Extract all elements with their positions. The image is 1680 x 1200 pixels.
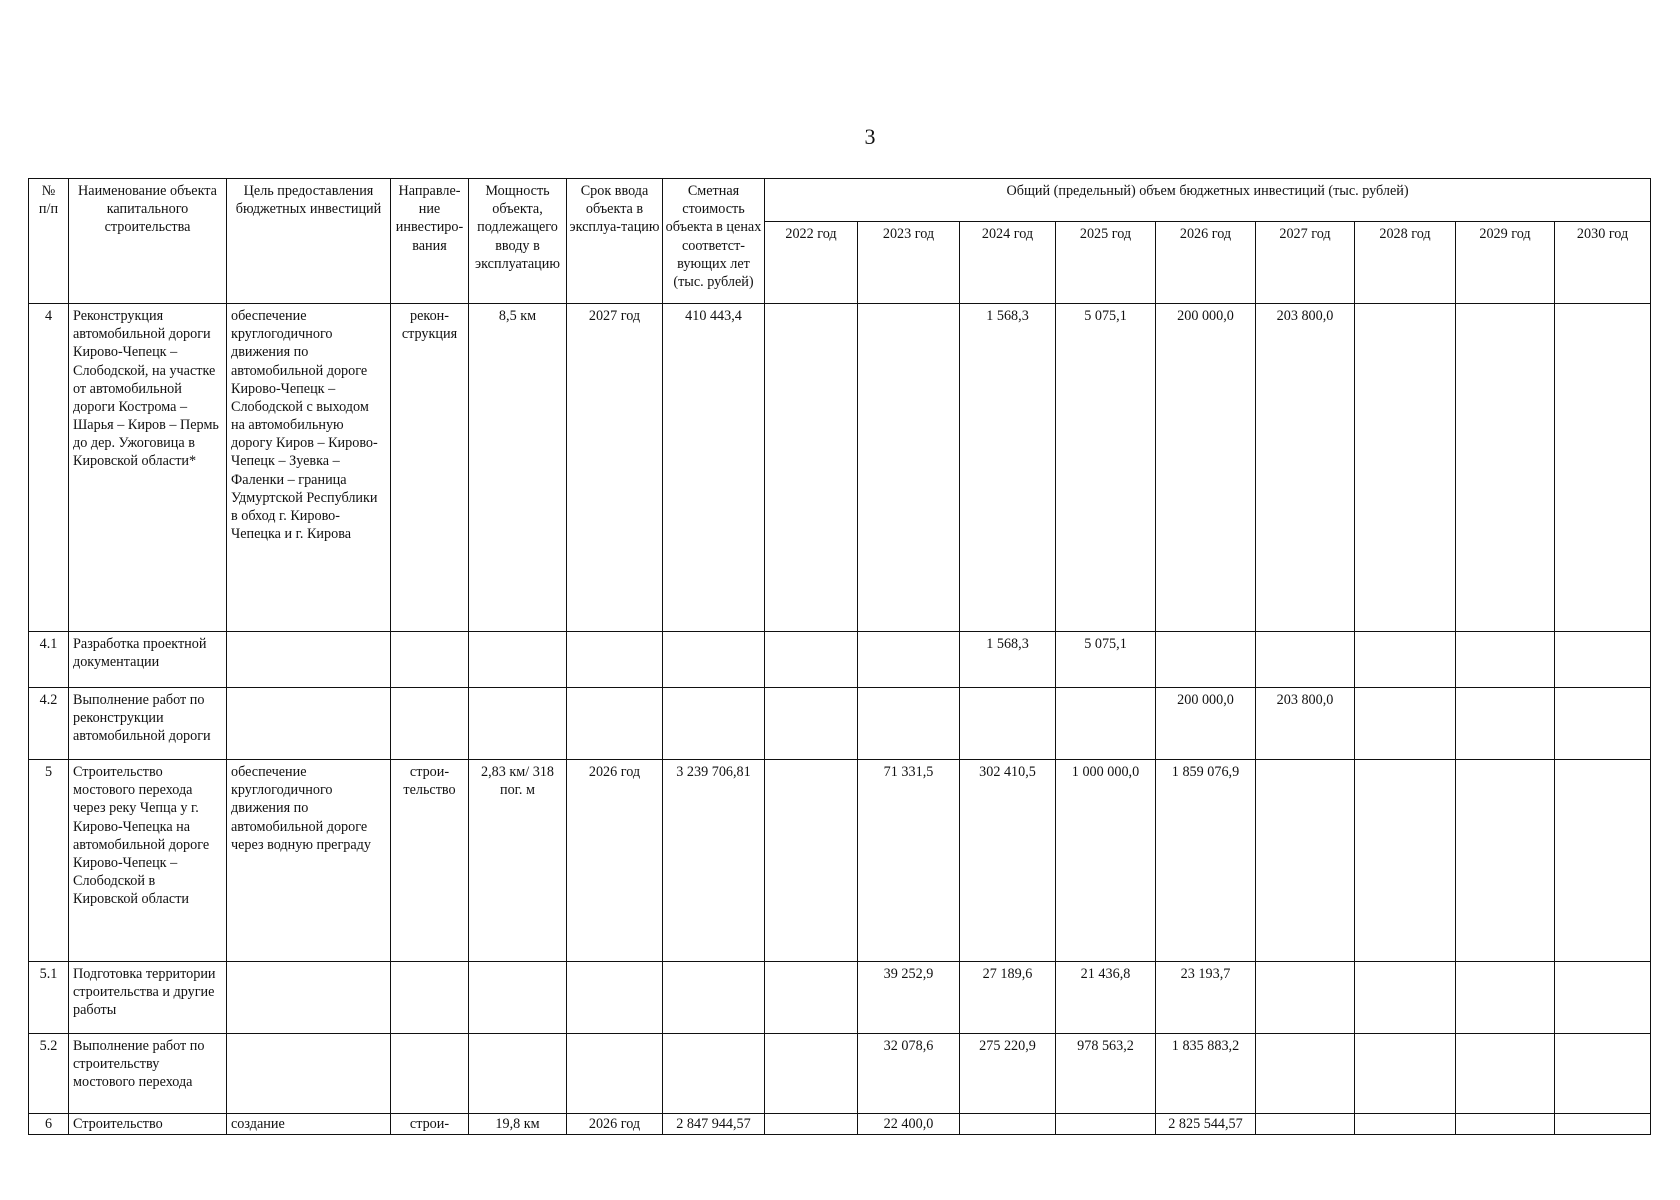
commissioning-term: 2026 год [567,1114,663,1135]
investment-direction: рекон-струкция [391,304,469,632]
year-amount: 39 252,9 [858,962,960,1034]
commissioning-term [567,962,663,1034]
header-total-investment: Общий (предельный) объем бюджетных инвестиций (тыс. рублей) [765,179,1651,222]
year-amount [1056,688,1156,760]
year-amount [960,1114,1056,1135]
year-amount [1355,1034,1456,1114]
year-amount [765,304,858,632]
header-year: 2030 год [1555,222,1651,304]
object-name: Выполнение работ по реконструкции автомобильной дороги [69,688,227,760]
investment-direction: строи-тельство [391,760,469,962]
header-capacity: Мощность объекта, подлежащего вводу в эксплуатацию [469,179,567,304]
object-capacity: 19,8 км [469,1114,567,1135]
object-name: Реконструкция автомобильной дороги Кирово-Чепецк – Слободской, на участке от автомобильной дороги Кострома – Шарья – Киров – Пермь до дер. Ужоговица в Кировской области* [69,304,227,632]
object-name: Строительство мостового перехода через реку Чепца у г. Кирово-Чепецка на автомобильной дороге Кирово-Чепецк – Слободской в Кировской области [69,760,227,962]
object-capacity [469,632,567,688]
year-amount: 1 568,3 [960,304,1056,632]
year-amount [1355,760,1456,962]
year-amount [1456,1114,1555,1135]
header-term: Срок ввода объекта в эксплуа-тацию [567,179,663,304]
estimated-cost: 410 443,4 [663,304,765,632]
year-amount: 27 189,6 [960,962,1056,1034]
year-amount [1555,688,1651,760]
investment-goal [227,962,391,1034]
year-amount [1555,760,1651,962]
header-year: 2024 год [960,222,1056,304]
table-body [29,179,1651,1135]
year-amount: 1 000 000,0 [1056,760,1156,962]
year-amount [1056,1114,1156,1135]
year-amount [1555,304,1651,632]
year-amount: 1 568,3 [960,632,1056,688]
investment-direction [391,962,469,1034]
row-number: 4.2 [29,688,69,760]
object-capacity [469,688,567,760]
table-row [29,688,1651,760]
estimated-cost: 2 847 944,57 [663,1114,765,1135]
year-amount: 1 835 883,2 [1156,1034,1256,1114]
commissioning-term [567,632,663,688]
year-amount [1355,304,1456,632]
estimated-cost [663,632,765,688]
header-direction: Направле-ние инвестиро-вания [391,179,469,304]
year-amount [960,688,1056,760]
year-amount [1256,1034,1355,1114]
year-amount [1456,962,1555,1034]
investment-goal: создание [227,1114,391,1135]
commissioning-term [567,688,663,760]
investment-goal [227,1034,391,1114]
object-name: Строительство [69,1114,227,1135]
year-amount [858,632,960,688]
investment-goal [227,688,391,760]
object-capacity: 8,5 км [469,304,567,632]
investment-direction [391,632,469,688]
row-number: 6 [29,1114,69,1135]
estimated-cost [663,1034,765,1114]
table-row [29,760,1651,962]
commissioning-term: 2026 год [567,760,663,962]
year-amount [1456,688,1555,760]
year-amount [1256,760,1355,962]
investment-direction [391,1034,469,1114]
year-amount [1256,1114,1355,1135]
row-number: 4.1 [29,632,69,688]
investment-direction: строи- [391,1114,469,1135]
year-amount [1555,1034,1651,1114]
row-number: 5.1 [29,962,69,1034]
header-year: 2025 год [1056,222,1156,304]
year-amount [1156,632,1256,688]
commissioning-term: 2027 год [567,304,663,632]
year-amount [1456,760,1555,962]
estimated-cost [663,688,765,760]
year-amount [1256,962,1355,1034]
header-goal: Цель предоставления бюджетных инвестиций [227,179,391,304]
year-amount: 203 800,0 [1256,304,1355,632]
year-amount [765,1114,858,1135]
year-amount: 71 331,5 [858,760,960,962]
object-capacity: 2,83 км/ 318 пог. м [469,760,567,962]
year-amount [1355,962,1456,1034]
year-amount: 2 825 544,57 [1156,1114,1256,1135]
header-cost: Сметная стоимость объекта в ценах соответст-вующих лет (тыс. рублей) [663,179,765,304]
row-number: 5.2 [29,1034,69,1114]
object-name: Подготовка территории строительства и другие работы [69,962,227,1034]
year-amount [765,760,858,962]
year-amount [1555,962,1651,1034]
year-amount: 302 410,5 [960,760,1056,962]
investment-goal [227,632,391,688]
year-amount [1456,632,1555,688]
investment-goal: обеспечение круглогодичного движения по автомобильной дороге Кирово-Чепецк – Слободской с выходом на автомобильную дорогу Киров – Кирово-Чепецк – Зуевка – Фаленки – граница Удмуртской Республики в обход г. Кирово-Чепецка и г. Кирова [227,304,391,632]
year-amount [1256,632,1355,688]
table-row [29,1034,1651,1114]
year-amount: 21 436,8 [1056,962,1156,1034]
table-row [29,304,1651,632]
year-amount: 203 800,0 [1256,688,1355,760]
commissioning-term [567,1034,663,1114]
table-row [29,632,1651,688]
year-amount: 32 078,6 [858,1034,960,1114]
year-amount [1456,1034,1555,1114]
year-amount [1355,688,1456,760]
year-amount: 5 075,1 [1056,304,1156,632]
year-amount [1555,1114,1651,1135]
year-amount [1355,1114,1456,1135]
year-amount [1355,632,1456,688]
budget-investment-table [28,178,1651,1135]
year-amount: 22 400,0 [858,1114,960,1135]
header-no: № п/п [29,179,69,304]
year-amount [765,1034,858,1114]
table-row [29,1114,1651,1135]
header-year: 2028 год [1355,222,1456,304]
year-amount [765,632,858,688]
year-amount: 23 193,7 [1156,962,1256,1034]
investment-goal: обеспечение круглогодичного движения по автомобильной дороге через водную преграду [227,760,391,962]
year-amount: 5 075,1 [1056,632,1156,688]
year-amount: 978 563,2 [1056,1034,1156,1114]
object-capacity [469,962,567,1034]
year-amount: 200 000,0 [1156,688,1256,760]
header-year: 2022 год [765,222,858,304]
header-year: 2023 год [858,222,960,304]
year-amount [765,688,858,760]
estimated-cost [663,962,765,1034]
object-name: Выполнение работ по строительству мостового перехода [69,1034,227,1114]
year-amount: 1 859 076,9 [1156,760,1256,962]
investment-direction [391,688,469,760]
year-amount [858,304,960,632]
page-number: 3 [864,124,876,149]
table-row [29,962,1651,1034]
year-amount [1456,304,1555,632]
header-year: 2027 год [1256,222,1355,304]
object-capacity [469,1034,567,1114]
row-number: 5 [29,760,69,962]
year-amount [765,962,858,1034]
year-amount [858,688,960,760]
header-name: Наименование объекта капитального строительства [69,179,227,304]
estimated-cost: 3 239 706,81 [663,760,765,962]
year-amount [1555,632,1651,688]
header-year: 2029 год [1456,222,1555,304]
year-amount: 200 000,0 [1156,304,1256,632]
row-number: 4 [29,304,69,632]
object-name: Разработка проектной документации [69,632,227,688]
year-amount: 275 220,9 [960,1034,1056,1114]
header-year: 2026 год [1156,222,1256,304]
header-row [29,179,1651,222]
